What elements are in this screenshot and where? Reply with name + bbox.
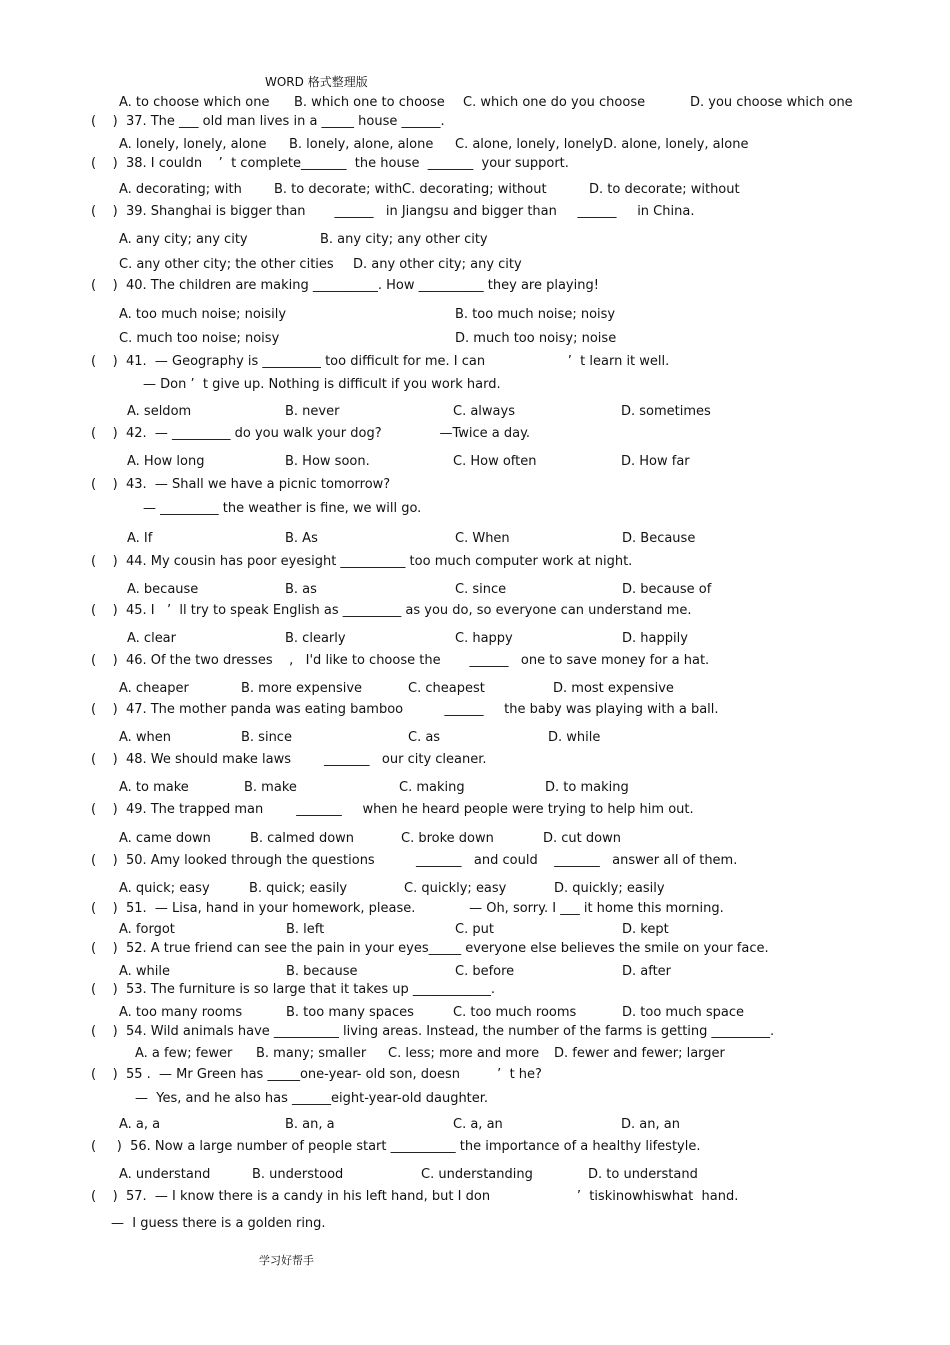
question-line: ( ) 56. Now a large number of people start __________ the importance of a healthy lifestyle. (91, 1139, 701, 1154)
answer-option: C. broke down (401, 831, 494, 846)
answer-option: C. less; more and more (388, 1046, 540, 1061)
answer-option: B. as (285, 582, 317, 597)
question-line: ( ) 43. — Shall we have a picnic tomorrow? (91, 477, 391, 492)
answer-option: D. How far (621, 454, 690, 469)
answer-option: A. decorating; with (119, 182, 242, 197)
answer-option: A. when (119, 730, 172, 745)
answer-option: D. to making (545, 780, 629, 795)
answer-option: C. happy (455, 631, 513, 646)
answer-option: D. because of (622, 582, 712, 597)
answer-option: D. any other city; any city (353, 257, 522, 272)
question-line: ( ) 49. The trapped man _______ when he heard people were trying to help him out. (91, 802, 694, 817)
answer-option: C. since (455, 582, 507, 597)
answer-option: D. alone, lonely, alone (603, 137, 749, 152)
answer-option: C. quickly; easy (404, 881, 507, 896)
answer-option: C. understanding (421, 1167, 533, 1182)
answer-option: C. a, an (453, 1117, 503, 1132)
question-line: ( ) 39. Shanghai is bigger than ______ in Jiangsu and bigger than ______ in China. (91, 204, 695, 219)
question-line: ( ) 42. — _________ do you walk your dog? —Twice a day. (91, 426, 531, 441)
question-line: ( ) 41. — Geography is _________ too difficult for me. I can ’ t learn it well. (91, 354, 670, 369)
answer-option: C. before (455, 964, 515, 979)
answer-option: B. never (285, 404, 340, 419)
answer-option: C. decorating; without (402, 182, 547, 197)
answer-option: D. to decorate; without (589, 182, 740, 197)
answer-option: A. understand (119, 1167, 211, 1182)
answer-option: C. When (455, 531, 510, 546)
answer-option: A. clear (127, 631, 176, 646)
answer-option: C. much too noise; noisy (119, 331, 280, 346)
question-line: ( ) 47. The mother panda was eating bamboo ______ the baby was playing with a ball. (91, 702, 719, 717)
answer-option: A. to choose which one (119, 95, 270, 110)
question-line: ( ) 50. Amy looked through the questions _______ and could _______ answer all of them. (91, 853, 738, 868)
answer-option: B. since (241, 730, 292, 745)
answer-option: B. calmed down (250, 831, 355, 846)
answer-option: C. put (455, 922, 494, 937)
answer-option: B. understood (252, 1167, 344, 1182)
answer-option: B. too much noise; noisy (455, 307, 616, 322)
answer-option: C. too much rooms (453, 1005, 577, 1020)
question-line: ( ) 53. The furniture is so large that it takes up ____________. (91, 982, 495, 997)
answer-option: A. quick; easy (119, 881, 210, 896)
question-line: — Don ’ t give up. Nothing is difficult if you work hard. (143, 377, 501, 392)
answer-option: A. a, a (119, 1117, 161, 1132)
question-line: ( ) 40. The children are making __________. How __________ they are playing! (91, 278, 599, 293)
answer-option: D. sometimes (621, 404, 711, 419)
answer-option: D. quickly; easily (554, 881, 665, 896)
answer-option: B. which one to choose (294, 95, 445, 110)
answer-option: D. much too noisy; noise (455, 331, 617, 346)
answer-option: D. after (622, 964, 672, 979)
answer-option: D. most expensive (553, 681, 674, 696)
answer-option: D. to understand (588, 1167, 698, 1182)
question-line: — I guess there is a golden ring. (111, 1216, 326, 1231)
answer-option: D. Because (622, 531, 696, 546)
answer-option: A. If (127, 531, 153, 546)
answer-option: C. which one do you choose (463, 95, 646, 110)
answer-option: A. lonely, lonely, alone (119, 137, 267, 152)
question-line: ( ) 45. I ’ ll try to speak English as _________ as you do, so everyone can understand me. (91, 603, 692, 618)
question-line: ( ) 44. My cousin has poor eyesight __________ too much computer work at night. (91, 554, 633, 569)
answer-option: B. to decorate; with (274, 182, 403, 197)
answer-option: C. any other city; the other cities (119, 257, 334, 272)
answer-option: A. cheaper (119, 681, 189, 696)
answer-option: C. as (408, 730, 441, 745)
answer-option: A. too many rooms (119, 1005, 243, 1020)
answer-option: A. How long (127, 454, 205, 469)
answer-option: B. more expensive (241, 681, 363, 696)
question-line: ( ) 37. The ___ old man lives in a _____ house ______. (91, 114, 445, 129)
question-line: ( ) 38. I couldn ’ t complete_______ the house _______ your support. (91, 156, 569, 171)
question-line: ( ) 52. A true friend can see the pain in your eyes_____ everyone else believes the smile on your face. (91, 941, 769, 956)
answer-option: D. you choose which one (690, 95, 853, 110)
question-line: — Yes, and he also has ______eight-year-old daughter. (135, 1091, 489, 1106)
answer-option: A. a few; fewer (135, 1046, 233, 1061)
question-line: ( ) 51. — Lisa, hand in your homework, please. — Oh, sorry. I ___ it home this morning. (91, 901, 724, 916)
answer-option: D. happily (622, 631, 688, 646)
answer-option: A. because (127, 582, 199, 597)
question-line: — _________ the weather is fine, we will go. (143, 501, 422, 516)
answer-option: C. alone, lonely, lonely (455, 137, 603, 152)
answer-option: B. clearly (285, 631, 346, 646)
answer-option: B. lonely, alone, alone (289, 137, 434, 152)
answer-option: B. too many spaces (286, 1005, 414, 1020)
answer-option: B. make (244, 780, 297, 795)
answer-option: A. to make (119, 780, 189, 795)
answer-option: B. any city; any other city (320, 232, 488, 247)
question-line: ( ) 48. We should make laws _______ our city cleaner. (91, 752, 487, 767)
answer-option: C. making (399, 780, 465, 795)
answer-option: A. seldom (127, 404, 192, 419)
answer-option: D. too much space (622, 1005, 744, 1020)
answer-option: A. forgot (119, 922, 175, 937)
answer-option: D. an, an (621, 1117, 680, 1132)
answer-option: C. How often (453, 454, 537, 469)
answer-option: D. kept (622, 922, 669, 937)
answer-option: C. always (453, 404, 515, 419)
answer-option: D. while (548, 730, 601, 745)
question-line: ( ) 54. Wild animals have __________ living areas. Instead, the number of the farms is getting _________. (91, 1024, 775, 1039)
answer-option: B. How soon. (285, 454, 370, 469)
answer-option: D. fewer and fewer; larger (554, 1046, 725, 1061)
answer-option: A. too much noise; noisily (119, 307, 287, 322)
answer-option: B. As (285, 531, 318, 546)
answer-option: C. cheapest (408, 681, 485, 696)
question-line: ( ) 55 . — Mr Green has _____one-year- old son, doesn ’ t he? (91, 1067, 542, 1082)
page-footer: 学习好帮手 (259, 1254, 314, 1267)
answer-option: A. any city; any city (119, 232, 248, 247)
answer-option: B. quick; easily (249, 881, 348, 896)
answer-option: B. left (286, 922, 325, 937)
answer-option: D. cut down (543, 831, 621, 846)
question-line: ( ) 46. Of the two dresses , I'd like to choose the ______ one to save money for a hat. (91, 653, 710, 668)
answer-option: B. many; smaller (256, 1046, 367, 1061)
question-line: ( ) 57. — I know there is a candy in his left hand, but I don ’ tiskinowhiswhat hand. (91, 1189, 739, 1204)
answer-option: A. came down (119, 831, 211, 846)
answer-option: A. while (119, 964, 171, 979)
answer-option: B. because (286, 964, 358, 979)
page-header: WORD 格式整理版 (265, 75, 368, 89)
answer-option: B. an, a (285, 1117, 335, 1132)
